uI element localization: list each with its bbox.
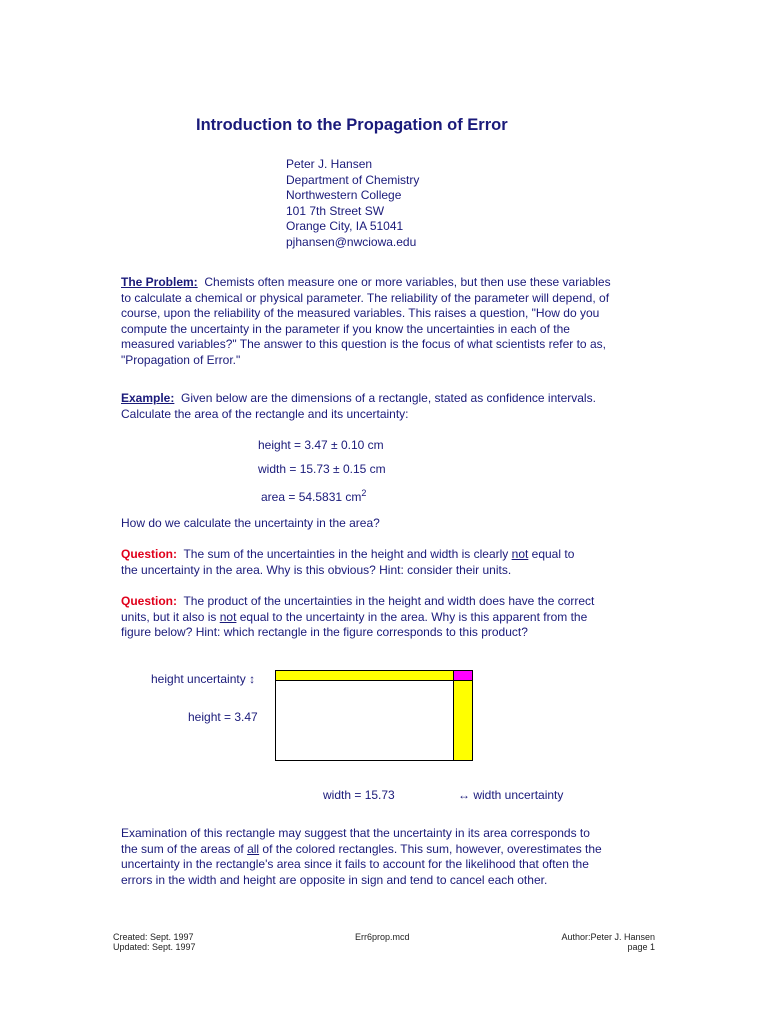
examination-line-1: Examination of this rectangle may suggest that the uncertainty in its area corresponds to xyxy=(121,826,590,840)
problem-paragraph xyxy=(121,275,641,368)
main-rectangle xyxy=(276,671,473,761)
problem-line-1: Chemists often measure one or more variables, but then use these variables xyxy=(204,275,611,289)
question-2-label: Question: xyxy=(121,594,177,608)
author-name: Peter J. Hansen xyxy=(286,157,373,171)
problem-line-2: to calculate a chemical or physical parameter. The reliability of the parameter will depend, of xyxy=(121,290,610,305)
author-street: 101 7th Street SW xyxy=(286,203,385,218)
examination-text-a: the sum of the areas of xyxy=(121,841,248,856)
question-2-line-3: figure below? Hint: which rectangle in the figure corresponds to this product? xyxy=(121,625,528,639)
example-paragraph xyxy=(121,391,641,422)
area-equation-text: area = 54.5831 cm xyxy=(261,490,362,504)
problem-label: The Problem: xyxy=(121,275,198,289)
how-question-text: How do we calculate the uncertainty in the area? xyxy=(121,516,380,530)
footer-author: Author:Peter J. Hansen xyxy=(561,932,655,942)
footer-created: Created: Sept. 1997 xyxy=(113,932,194,942)
footer-updated: Updated: Sept. 1997 xyxy=(113,942,196,952)
question-2 xyxy=(121,594,641,641)
footer-page: page 1 xyxy=(627,942,655,952)
author-city: Orange City, IA 51041 xyxy=(286,219,404,233)
height-uncertainty-label: height uncertainty ↕ xyxy=(151,672,256,686)
author-department: Department of Chemistry xyxy=(286,172,420,187)
area-exponent: 2 xyxy=(361,488,367,498)
footer-file xyxy=(355,932,410,942)
question-1-text-b: equal to xyxy=(528,547,575,561)
example-label: Example: xyxy=(121,391,175,405)
width-label: width = 15.73 xyxy=(323,788,395,802)
footer-filename: Err6prop.mcd xyxy=(355,932,410,942)
question-2-underline: not xyxy=(219,609,237,624)
area-equation xyxy=(261,488,366,504)
width-uncertainty-strip xyxy=(454,681,473,761)
page-title: Introduction to the Propagation of Error xyxy=(196,116,508,134)
how-question xyxy=(121,516,641,532)
width-uncertainty-label: ↔ width uncertainty xyxy=(458,788,564,802)
height-label: height = 3.47 xyxy=(188,710,258,724)
question-2-text-a: units, but it also is xyxy=(121,609,220,624)
problem-line-4: compute the uncertainty in the parameter if you know the uncertainties in each of the xyxy=(121,321,570,336)
author-college: Northwestern College xyxy=(286,188,402,202)
examination-line-4: errors in the width and height are opposite in sign and tend to cancel each other. xyxy=(121,872,548,887)
example-line-2: Calculate the area of the rectangle and its uncertainty: xyxy=(121,406,409,421)
question-1 xyxy=(121,547,641,578)
question-2-text-b: equal to the uncertainty in the area. Why is this apparent from the xyxy=(236,609,588,624)
product-corner-rectangle xyxy=(454,671,473,681)
rectangle-figure-svg xyxy=(275,670,473,761)
question-1-underline: not xyxy=(511,547,529,561)
examination-paragraph xyxy=(121,826,641,888)
examination-line-3: uncertainty in the rectangle's area since it fails to account for the likelihood that often the xyxy=(121,857,589,871)
footer-author-block xyxy=(561,932,655,952)
examination-text-b: of the colored rectangles. This sum, however, overestimates the xyxy=(259,841,602,856)
rectangle-figure xyxy=(275,670,473,761)
question-1-label: Question: xyxy=(121,547,177,561)
height-equation: height = 3.47 ± 0.10 cm xyxy=(258,438,384,452)
question-1-line-2: the uncertainty in the area. Why is this obvious? Hint: consider their units. xyxy=(121,562,512,577)
height-uncertainty-strip xyxy=(276,671,454,681)
footer-dates xyxy=(113,932,196,952)
width-equation: width = 15.73 ± 0.15 cm xyxy=(258,462,386,476)
problem-line-3: course, upon the reliability of the measured variables. This raises a question, "How do you xyxy=(121,306,600,320)
example-line-1: Given below are the dimensions of a rectangle, stated as confidence intervals. xyxy=(181,391,596,405)
problem-line-6: "Propagation of Error." xyxy=(121,352,241,367)
author-email: pjhansen@nwciowa.edu xyxy=(286,234,417,249)
question-2-line-1: The product of the uncertainties in the height and width does have the correct xyxy=(183,594,595,608)
examination-underline: all xyxy=(247,841,260,856)
question-1-text-a: The sum of the uncertainties in the height and width is clearly xyxy=(183,547,512,561)
author-block xyxy=(286,157,419,250)
problem-line-5: measured variables?" The answer to this question is the focus of what scientists refer to as, xyxy=(121,337,606,351)
